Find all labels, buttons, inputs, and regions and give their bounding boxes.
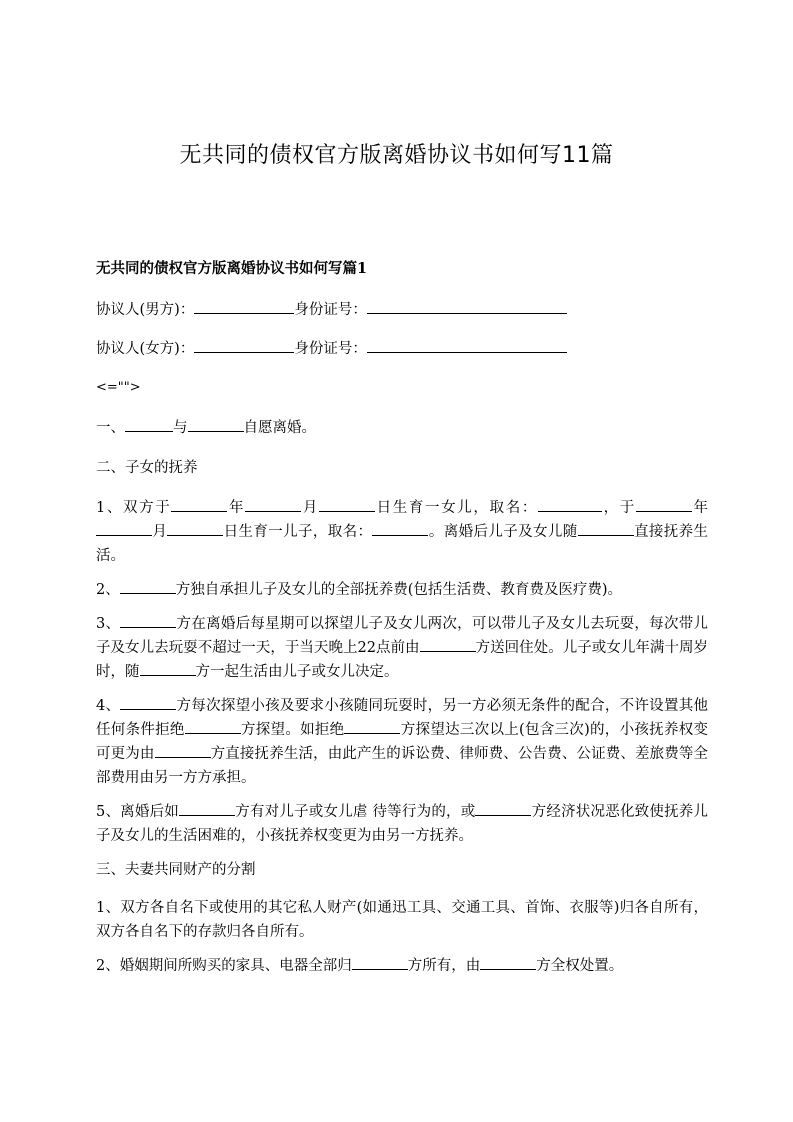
text: 方直接抚养生活，由此产生的诉讼费、律师费、公告费、公证费、差旅费等全部费用由另一方方承担。 [96,746,709,786]
text: 直接抚养生活。 [96,524,709,564]
blank [155,742,211,758]
clause-1-prefix: 一、 [96,420,125,436]
child-item-5 [96,800,708,848]
party-male-line [96,298,708,322]
child-item-3 [96,612,708,684]
text: 方探望。如拒绝 [240,722,345,738]
male-name-blank [194,298,294,314]
section-title: 无共同的债权官方版离婚协议书如何写篇1 [96,260,368,277]
text: 方探望达三次以上(包含三次)的，小孩抚养权变可更为由 [96,722,709,762]
female-id-blank [367,337,567,353]
blank [344,718,400,734]
blank [167,520,223,536]
blank [125,416,173,432]
clause-1 [96,416,708,440]
property-item-2 [96,954,708,978]
blank [179,800,235,816]
text: 年 [227,500,246,516]
text: 4、 [96,698,121,714]
blank [538,496,602,512]
placeholder-line: <=""> [96,380,141,395]
document-title: 无共同的债权官方版离婚协议书如何写11篇 [179,143,614,168]
child-item-2 [96,578,708,602]
party-female-label: 协议人(女方)： [96,341,195,357]
blank [636,496,692,512]
text: 3、 [96,616,121,632]
clause-1-suffix: 自愿离婚。 [243,420,316,436]
blank [352,954,408,970]
blank [475,800,531,816]
child-item-1 [96,496,708,568]
blank [171,496,227,512]
blank [420,636,476,652]
text: 5、离婚后如 [96,804,180,820]
clause-3-heading: 三、夫妻共同财产的分割 [96,862,256,878]
id-label: 身份证号： [294,302,367,318]
party-male-label: 协议人(男方)： [96,302,195,318]
document-body [96,256,708,988]
child-item-4 [96,694,708,790]
blank [319,496,375,512]
blank [372,520,428,536]
text: 月 [301,500,319,516]
text: 日生育一儿子，取名： [223,524,373,540]
text: 年 [691,500,709,516]
text: 。离婚后儿子及女儿随 [428,524,578,540]
text: 方经济状况恶化致使抚养儿子及女儿的生活困难的，小孩抚养权变更为由另一方抚养。 [96,804,709,844]
blank [480,954,536,970]
male-id-blank [367,298,567,314]
text: 方全权处置。 [536,958,624,974]
blank [120,612,176,628]
female-name-blank [194,337,294,353]
blank [120,578,176,594]
text: 方所有，由 [407,958,481,974]
blank [120,694,176,710]
text: 2、婚姻期间所购买的家具、电器全部归 [96,958,352,974]
text: 方在离婚后每星期可以探望儿子及女儿两次，可以带儿子及女儿去玩耍，每次带儿子及女儿去玩耍不超过一天，于当天晚上22点前由 [96,616,708,656]
party-female-line [96,337,708,361]
text: 方每次探望小孩及要求小孩随同玩耍时，另一方必须无条件的配合，不许设置其他任何条件拒绝 [96,698,708,738]
text: 月 [152,524,168,540]
blank [188,416,244,432]
text: 日生育一女儿，取名： [374,500,538,516]
blank [578,520,634,536]
text: ，于 [601,500,636,516]
id-label: 身份证号： [294,341,367,357]
blank [140,660,196,676]
blank [96,520,152,536]
blank [245,496,301,512]
text: 方有对儿子或女儿虐 待等行为的，或 [235,804,476,820]
text: 方独自承担儿子及女儿的全部抚养费(包括生活费、教育费及医疗费)。 [175,582,623,598]
text: 方送回住处。儿子或女儿年满十周岁时，随 [96,640,709,680]
blank [185,718,241,734]
text: 2、 [96,582,120,598]
property-item-1: 1、双方各自名下或使用的其它私人财产(如通迅工具、交通工具、首饰、衣服等)归各自所有，双方各自名下的存款归各自所有。 [96,900,708,940]
text: 1、双方于 [96,500,172,516]
text: 方一起生活由儿子或女儿决定。 [195,664,399,680]
clause-1-mid: 与 [173,420,188,436]
clause-2-heading: 二、子女的抚养 [96,460,198,476]
